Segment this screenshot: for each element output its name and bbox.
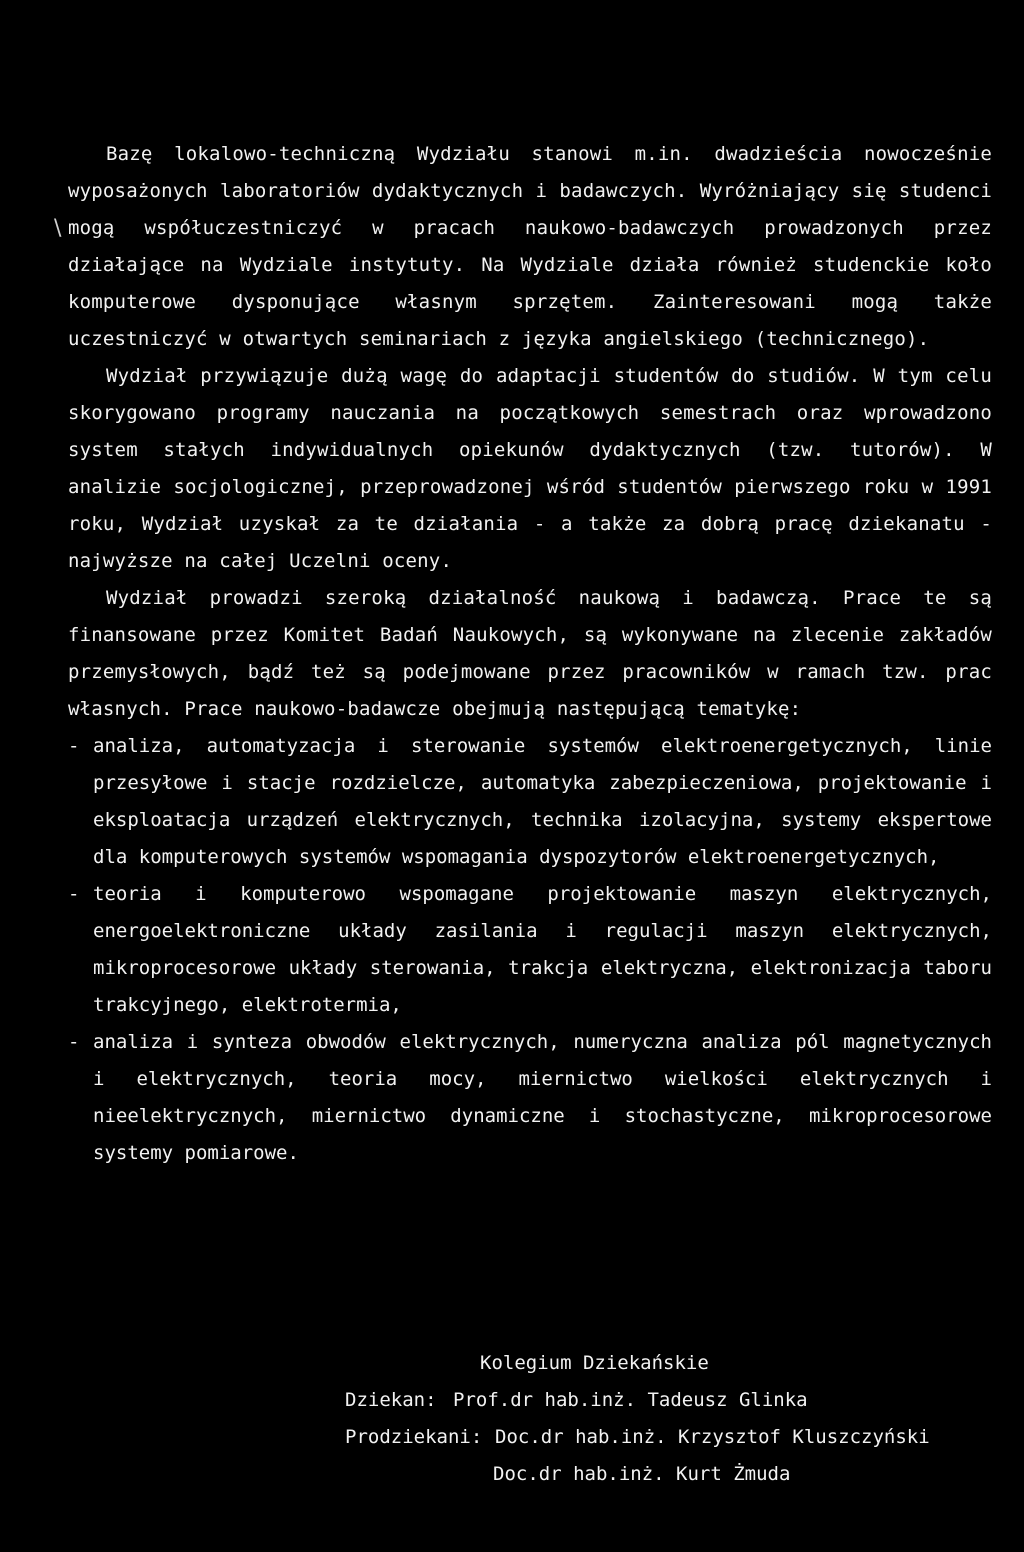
list-dash: - (68, 883, 80, 905)
paragraph-facilities: Bazę lokalowo-techniczną Wydziału stanowi m.in. dwadzieścia nowocześnie wyposażonych laboratoriów dydaktycznych i badawczych. Wyróżniający się studenci mogą współuczestniczyć w pracach naukowo-badawczych prowadzonych przez działające na Wydziale instytuty. Na Wydziale działa również studenckie koło komputerowe dysponujące własnym sprzętem. Zainteresowani mogą także uczestniczyć w otwartych seminariach z języka angielskiego (technicznego). (68, 143, 992, 350)
margin-annotation-mark: \ (54, 216, 62, 241)
dean-label: Dziekan: (345, 1389, 437, 1411)
prodeans-label: Prodziekani: (345, 1426, 483, 1448)
list-item (68, 1024, 992, 1172)
paragraph-student-adaptation: Wydział przywiązuje dużą wagę do adaptacji studentów do studiów. W tym celu skorygowano programy nauczania na początkowych semestrach oraz wprowadzono system stałych indywidualnych opiekunów dydaktycznych (tzw. tutorów). W analizie socjologicznej, przeprowadzonej wśród studentów pierwszego roku w 1991 roku, Wydział uzyskał za te działania - a także za dobrą pracę dziekanatu - najwyższe na całej Uczelni oceny. (68, 365, 992, 572)
list-item (68, 728, 992, 876)
list-item-text: analiza, automatyzacja i sterowanie systemów elektroenergetycznych, linie przesyłowe i stacje rozdzielcze, automatyka zabezpieczeniowa, projektowanie i eksploatacja urządzeń elektrycznych, technika izolacyjna, systemy ekspertowe dla komputerowych systemów wspomagania dyspozytorów elektroenergetycznych, (93, 735, 992, 868)
list-dash: - (68, 1031, 80, 1053)
signature-block (345, 1345, 985, 1493)
research-topics-list (68, 728, 992, 1172)
list-item-text: analiza i synteza obwodów elektrycznych, numeryczna analiza pól magnetycznych i elektrycznych, teoria mocy, miernictwo wielkości elektrycznych i nieelektrycznych, miernictwo dynamiczne i stochastyczne, mikroprocesorowe systemy pomiarowe. (93, 1031, 992, 1164)
document-body (68, 136, 992, 1172)
prodean-line (345, 1419, 985, 1456)
prodean-name-2: Doc.dr hab.inż. Kurt Żmuda (493, 1463, 791, 1485)
dean-line (345, 1382, 985, 1419)
collegium-title: Kolegium Dziekańskie (480, 1352, 709, 1374)
list-item-text: teoria i komputerowo wspomagane projektowanie maszyn elektrycznych, energoelektroniczne układy zasilania i regulacji maszyn elektrycznych, mikroprocesorowe układy sterowania, trakcja elektryczna, elektronizacja taboru trakcyjnego, elektrotermia, (93, 883, 992, 1016)
list-item (68, 876, 992, 1024)
paragraph-research-intro: Wydział prowadzi szeroką działalność naukową i badawczą. Prace te są finansowane przez Komitet Badań Naukowych, są wykonywane na zlecenie zakładów przemysłowych, bądź też są podejmowane przez pracowników w ramach tzw. prac własnych. Prace naukowo-badawcze obejmują następującą tematykę: (68, 587, 992, 720)
dean-name: Prof.dr hab.inż. Tadeusz Glinka (453, 1389, 808, 1411)
prodean-name-1: Doc.dr hab.inż. Krzysztof Kluszczyński (495, 1426, 930, 1448)
list-dash: - (68, 735, 80, 757)
